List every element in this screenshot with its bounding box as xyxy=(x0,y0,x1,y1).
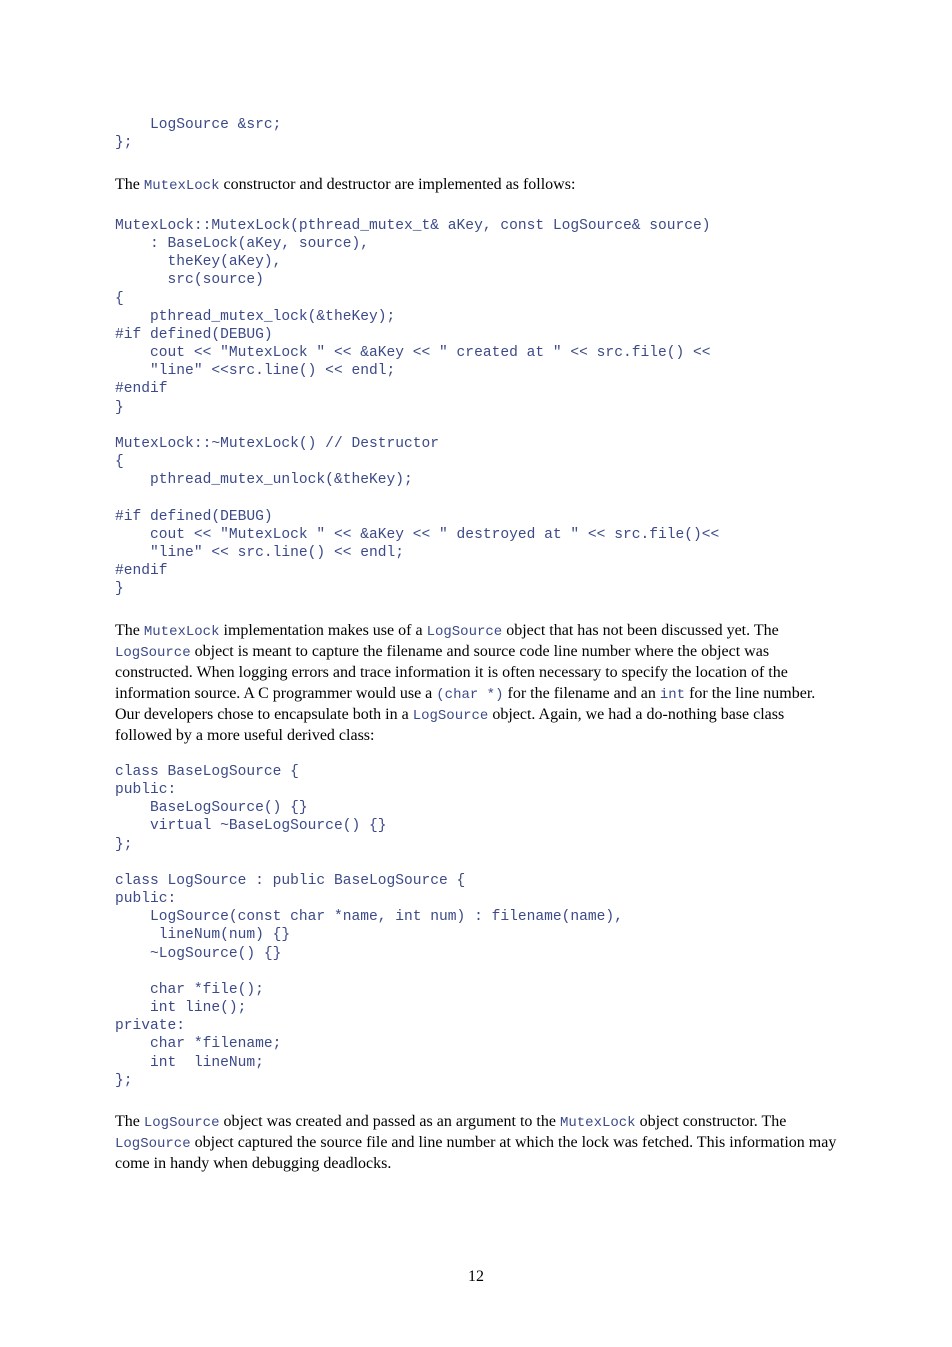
inline-code: MutexLock xyxy=(143,624,220,640)
inline-code: (char *) xyxy=(436,686,504,703)
inline-code: LogSource xyxy=(143,1115,220,1131)
code-block-log-source-class: class LogSource : public BaseLogSource { public: LogSource(const char *name, int num) : filename(name), lineNum(num) {} ~LogSource() {} char *file(); int line(); private: char *filename; int lineNum; }; xyxy=(115,873,623,1089)
inline-code: LogSource xyxy=(115,1136,191,1153)
inline-code: LogSource xyxy=(426,624,503,640)
code-block-base-log-source-class: class BaseLogSource { public: BaseLogSource() {} virtual ~BaseLogSource() {} }; xyxy=(115,764,387,853)
inline-code: MutexLock xyxy=(559,1115,636,1131)
code-block-logsource-member: LogSource &src; }; xyxy=(115,117,282,152)
inline-code: MutexLock xyxy=(143,178,220,194)
code-block-mutexlock-constructor: MutexLock::MutexLock(pthread_mutex_t& aKey, const LogSource& source) : BaseLock(aKey, source), theKey(aKey), src(source) { pthread_mutex_lock(&theKey); #if defined(DEBUG) cout << "MutexLock " << &aKey << " created at " << src.file() << "line" <<src.line() << endl; #endif } xyxy=(115,218,711,416)
code-block-mutexlock-destructor: MutexLock::~MutexLock() // Destructor { pthread_mutex_unlock(&theKey); #if defined(DEBUG) cout << "MutexLock " << &aKey << " destroyed at " << src.file()<< "line" << src.line() << endl; #endif } xyxy=(115,436,720,598)
page-number: 12 xyxy=(468,1268,484,1285)
paragraph-logsource-summary: The LogSource object was created and passed as an argument to the MutexLock object constructor. The LogSource object captured the source file and line number at which the lock was fetched. This information may come in handy when debugging deadlocks. xyxy=(115,1113,837,1173)
paragraph-constructor-intro: The MutexLock constructor and destructor are implemented as follows: xyxy=(115,176,576,194)
paragraph-logsource-explanation: The MutexLock implementation makes use of a LogSource object that has not been discussed yet. The LogSource object is meant to capture the filename and source code line number where the object was constructed. When logging errors and trace information it is often necessary to specify the location of the information source. A C programmer would use a (char *) for the filename and an int for the line number. Our developers chose to encapsulate both in a LogSource object. Again, we had a do-nothing base class followed by a more useful derived class: xyxy=(115,622,816,745)
inline-code: LogSource xyxy=(115,645,191,662)
inline-code: LogSource xyxy=(412,707,489,724)
inline-code: int xyxy=(659,686,686,703)
